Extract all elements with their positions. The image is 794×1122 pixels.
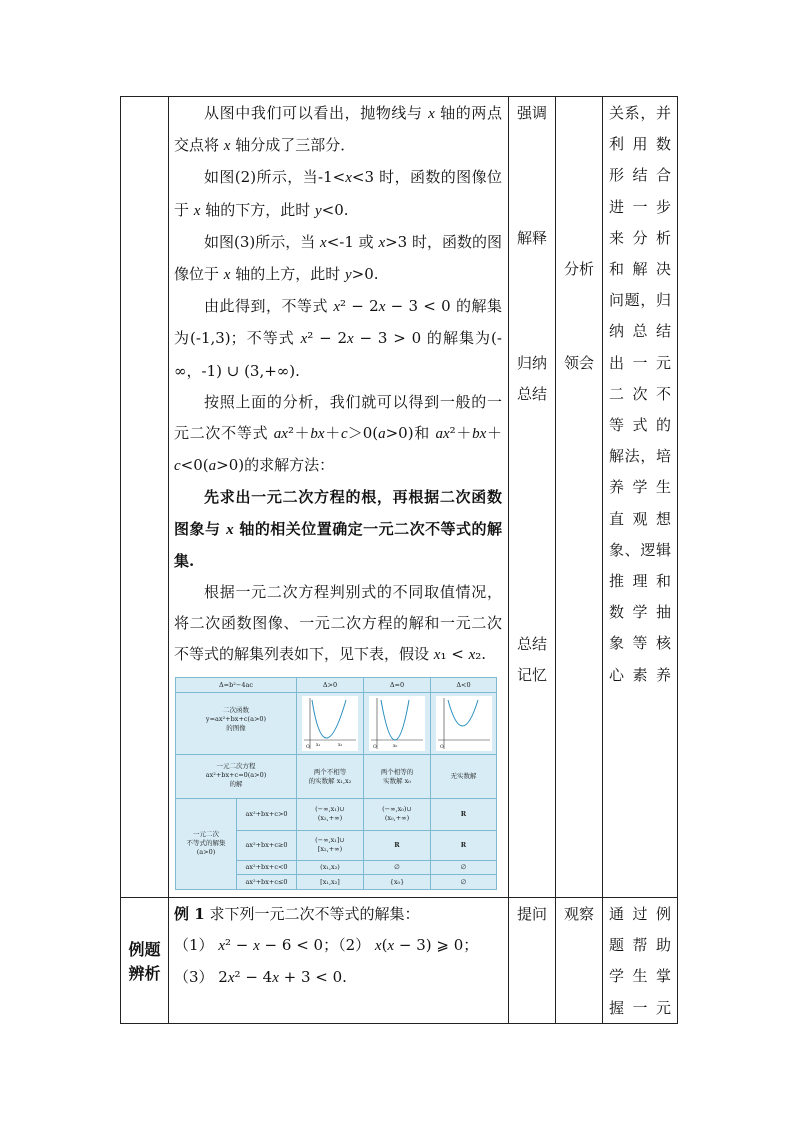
paragraph-3: 如图(3)所示，当 x<-1 或 x>3 时，函数的图像位于 x 轴的上方，此时 y>0. bbox=[174, 232, 502, 284]
student-activity-a: 分析 bbox=[563, 260, 594, 278]
set-neg-ge: R bbox=[460, 841, 467, 849]
set-zero-lt: ∅ bbox=[394, 863, 400, 871]
purpose-line: 心素养 bbox=[609, 665, 671, 684]
purpose-line: 通 过 例 bbox=[609, 905, 671, 923]
purpose-line: 关系，并 bbox=[609, 104, 671, 122]
border-top bbox=[120, 96, 678, 97]
purpose-line: 形 结 合 bbox=[609, 166, 671, 185]
purpose-line: 出 一 元 bbox=[609, 353, 671, 372]
paragraph-4: 由此得到，不等式 x² − 2x − 3 < 0 的解集为(-1,3)；不等式 x² − 2x − 3 > 0 的解集为(-∞，-1) ∪ (3,+∞). bbox=[174, 297, 502, 380]
equation-roots-positive: 两个不相等 的实数解 x₁,x₂ bbox=[308, 768, 352, 785]
border-col1 bbox=[168, 96, 169, 1024]
set-neg-gt: R bbox=[460, 810, 467, 818]
header-delta-zero: Δ=0 bbox=[389, 681, 405, 689]
example-teacher-activity: 提问 bbox=[516, 905, 547, 923]
equation-roots-zero: 两个相等的 实数解 x₀ bbox=[380, 768, 414, 785]
purpose-line: 推 理 和 bbox=[609, 572, 671, 591]
set-neg-lt: ∅ bbox=[460, 863, 467, 871]
header-discriminant: Δ=b²−4ac bbox=[218, 681, 253, 689]
paragraph-7: 根据一元二次方程判别式的不同取值情况，将二次函数图像、一元二次方程的解和一元二次不等式的解集列表如下，见下表，假设 x₁ < x₂. bbox=[174, 583, 502, 664]
paragraph-6: 先求出一元二次方程的根，再根据二次函数图象与 x 轴的相关位置确定一元二次不等式的解集. bbox=[174, 488, 502, 570]
equation-roots-negative: 无实数解 bbox=[450, 772, 477, 780]
design-purpose bbox=[609, 98, 671, 691]
set-pos-ge: (−∞,x₁]∪ [x₂,+∞) bbox=[315, 836, 345, 853]
border-col4 bbox=[602, 96, 603, 1024]
ineq-gt: ax²+bx+c>0 bbox=[245, 810, 288, 818]
example-student-activity: 观察 bbox=[563, 905, 594, 923]
purpose-line: 进 一 步 bbox=[609, 197, 671, 216]
purpose-line: 来 分 析 bbox=[609, 228, 671, 247]
teacher-activity-a: 强调 bbox=[516, 104, 547, 122]
ineq-ge: ax²+bx+c≥0 bbox=[245, 841, 288, 849]
purpose-line: 握 一 元 bbox=[609, 998, 671, 1017]
purpose-line: 象、逻辑 bbox=[609, 540, 671, 559]
purpose-line: 象 等 核 bbox=[609, 634, 671, 653]
purpose-line: 二 次 不 bbox=[609, 384, 671, 403]
example-row-label: 例题 辨析 bbox=[128, 940, 161, 983]
example-item-1: （1） x² − x − 6 < 0；（2） x(x − 3) ⩾ 0； bbox=[174, 936, 479, 955]
example-item-2: （3） 2x² − 4x + 3 < 0. bbox=[174, 968, 347, 987]
svg-text:O: O bbox=[373, 745, 377, 750]
main-content bbox=[174, 98, 502, 672]
ineq-le: ax²+bx+c≤0 bbox=[245, 878, 288, 886]
header-delta-negative: Δ<0 bbox=[456, 681, 471, 689]
svg-text:x₀: x₀ bbox=[393, 744, 398, 749]
set-zero-le: {x₀} bbox=[389, 878, 405, 886]
set-pos-le: [x₁,x₂] bbox=[320, 878, 340, 886]
svg-text:x₂: x₂ bbox=[338, 743, 343, 748]
purpose-line: 问题，归 bbox=[609, 291, 671, 310]
row-inequality-label: 一元二次 不等式的解集 (a>0) bbox=[186, 830, 226, 856]
purpose-line: 解法，培 bbox=[609, 447, 671, 466]
purpose-line: 养 学 生 bbox=[609, 478, 671, 497]
set-neg-le: ∅ bbox=[460, 878, 467, 886]
teacher-activity-d1: 总结 bbox=[516, 635, 547, 653]
example-content bbox=[174, 899, 502, 995]
teacher-activity-c2: 总结 bbox=[516, 385, 547, 403]
teacher-activity-b: 解释 bbox=[516, 229, 547, 247]
quadratic-summary-table bbox=[175, 677, 497, 890]
purpose-line: 纳 总 结 bbox=[609, 322, 671, 341]
border-mid bbox=[120, 897, 678, 898]
paragraph-1: 从图中我们可以看出，抛物线与 x 轴的两点交点将 x 轴分成了三部分． bbox=[174, 104, 502, 155]
purpose-line: 等 式 的 bbox=[609, 416, 671, 435]
paragraph-2: 如图(2)所示，当-1<x<3 时，函数的图像位于 x 轴的下方，此时 y<0. bbox=[174, 168, 502, 219]
purpose-line: 利 用 数 bbox=[609, 135, 671, 154]
row-equation-label: 一元二次方程 ax²+bx+c=0(a>0) 的解 bbox=[205, 762, 267, 788]
purpose-line: 直 观 想 bbox=[609, 509, 671, 528]
set-zero-gt: (−∞,x₀)∪ (x₀,+∞) bbox=[382, 805, 412, 822]
svg-text:O: O bbox=[440, 745, 444, 750]
row-graph-label: 二次函数 y=ax²+bx+c(a>0) 的图像 bbox=[205, 706, 267, 732]
svg-text:x₁: x₁ bbox=[316, 743, 321, 748]
purpose-line: 题 帮 助 bbox=[609, 936, 671, 955]
purpose-line: 学 生 掌 bbox=[609, 967, 671, 986]
header-delta-positive: Δ>0 bbox=[322, 681, 338, 689]
example-purpose bbox=[609, 899, 671, 1024]
set-pos-lt: (x₁,x₂) bbox=[320, 863, 340, 871]
purpose-line: 和 解 决 bbox=[609, 260, 671, 279]
example-title: 例 1 求下列一元二次不等式的解集： bbox=[174, 905, 420, 923]
border-left bbox=[120, 96, 121, 1024]
ineq-lt: ax²+bx+c<0 bbox=[245, 863, 288, 871]
student-activity-b: 领会 bbox=[563, 354, 594, 372]
border-bottom bbox=[120, 1023, 678, 1024]
graph-delta-negative bbox=[436, 696, 492, 751]
border-col3 bbox=[555, 96, 556, 1024]
teacher-activity-c1: 归纳 bbox=[516, 354, 547, 372]
border-right bbox=[677, 96, 678, 1024]
graph-delta-zero bbox=[369, 696, 425, 751]
teacher-activity-d2: 记忆 bbox=[516, 666, 547, 684]
svg-text:O: O bbox=[306, 745, 310, 750]
paragraph-5: 按照上面的分析，我们就可以得到一般的一元二次不等式 ax²＋bx＋c＞0(a>0)和 ax²＋bx＋c<0(a>0)的求解方法： bbox=[174, 392, 502, 475]
graph-delta-positive bbox=[302, 696, 358, 751]
set-pos-gt: (−∞,x₁)∪ (x₂,+∞) bbox=[315, 805, 345, 822]
set-zero-ge: R bbox=[394, 841, 400, 849]
purpose-line: 数 学 抽 bbox=[609, 603, 671, 622]
